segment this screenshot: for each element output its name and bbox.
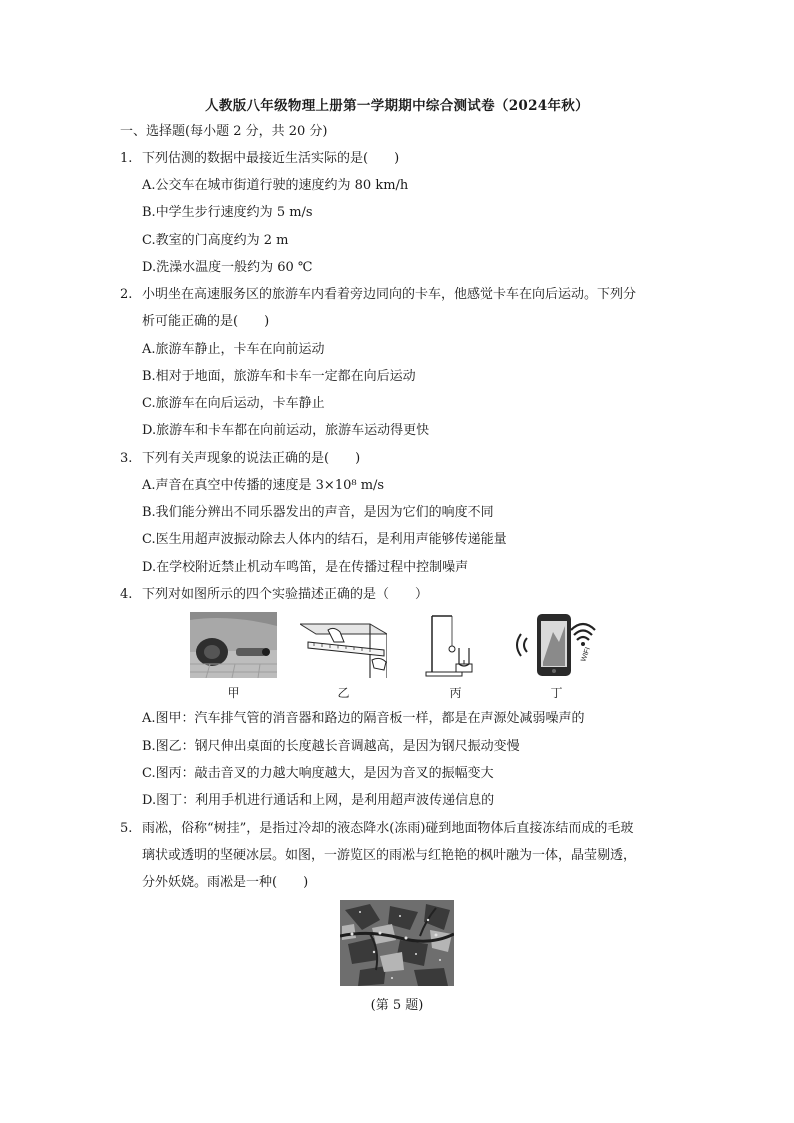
question-stem-continued: 分外妖娆。雨凇是一种( ) (142, 875, 309, 890)
question-4 (120, 586, 428, 604)
question-2 (120, 286, 636, 304)
page-title: 人教版八年级物理上册第一学期期中综合测试卷（2024年秋） (205, 98, 589, 114)
question-number: 5. (120, 821, 133, 836)
option-c: C.医生用超声波振动除去人体内的结石，是利用声能够传递能量 (142, 532, 507, 547)
figure-yi-ruler (300, 612, 387, 678)
option-b: B.图乙：钢尺伸出桌面的长度越长音调越高，是因为钢尺振动变慢 (142, 739, 520, 754)
option-d: D.在学校附近禁止机动车鸣笛，是在传播过程中控制噪声 (142, 560, 469, 575)
question-stem: 雨凇，俗称“树挂”，是指过冷却的液态降水(冻雨)碰到地面物体后直接冻结而成的毛玻 (142, 821, 634, 836)
figure-label-ding: 丁 (550, 686, 563, 700)
question-3 (120, 450, 360, 468)
option-c: C.图丙：敲击音叉的力越大响度越大，是因为音叉的振幅变大 (142, 766, 494, 781)
option-b: B.中学生步行速度约为 5 m/s (142, 205, 313, 220)
question-number: 1. (120, 151, 133, 166)
figure-bing-tuning-fork (412, 612, 499, 678)
option-c: C.旅游车在向后运动，卡车静止 (142, 396, 325, 411)
figure-label-jia: 甲 (227, 686, 240, 700)
question-stem: 小明坐在高速服务区的旅游车内看着旁边同向的卡车，他感觉卡车在向后运动。下列分 (142, 287, 637, 302)
question-number: 3. (120, 451, 133, 466)
question-stem-continued: 璃状或透明的坚硬冰层。如图，一游览区的雨凇与红艳艳的枫叶融为一体，晶莹剔透， (142, 848, 637, 863)
figure-label-yi: 乙 (337, 686, 350, 700)
figure-label-bing: 丙 (449, 686, 462, 700)
option-a: A.公交车在城市街道行驶的速度约为 80 km/h (142, 178, 409, 193)
question-1 (120, 150, 399, 168)
question-stem: 下列有关声现象的说法正确的是( ) (142, 451, 361, 466)
figure-jia-car-exhaust (190, 612, 277, 678)
figure-ding-phone-wifi (513, 612, 600, 678)
rime-ice-leaves-photo (340, 900, 454, 986)
question-number: 2. (120, 287, 133, 302)
option-d: D.图丁：利用手机进行通话和上网，是利用超声波传递信息的 (142, 793, 495, 808)
option-a: A.图甲：汽车排气管的消音器和路边的隔音板一样，都是在声源处减弱噪声的 (142, 711, 585, 726)
question-number: 4. (120, 587, 133, 602)
figure-caption: (第 5 题) (370, 998, 424, 1013)
option-a: A.旅游车静止，卡车在向前运动 (142, 342, 325, 357)
option-c: C.教室的门高度约为 2 m (142, 233, 289, 248)
option-d: D.洗澡水温度一般约为 60 ℃ (142, 260, 313, 275)
question-stem-continued: 析可能正确的是( ) (142, 314, 270, 329)
question-stem: 下列估测的数据中最接近生活实际的是( ) (142, 151, 400, 166)
question-stem: 下列对如图所示的四个实验描述正确的是（ ） (142, 587, 429, 602)
question-5 (120, 820, 633, 838)
option-a: A.声音在真空中传播的速度是 3×10⁸ m/s (142, 478, 385, 493)
section-heading: 一、选择题(每小题 2 分，共 20 分) (120, 124, 328, 139)
option-b: B.我们能分辨出不同乐器发出的声音，是因为它们的响度不同 (142, 505, 494, 520)
option-d: D.旅游车和卡车都在向前运动，旅游车运动得更快 (142, 423, 430, 438)
experiment-figures (190, 612, 610, 702)
option-b: B.相对于地面，旅游车和卡车一定都在向后运动 (142, 369, 416, 384)
wifi-label: WIFI (580, 646, 592, 663)
